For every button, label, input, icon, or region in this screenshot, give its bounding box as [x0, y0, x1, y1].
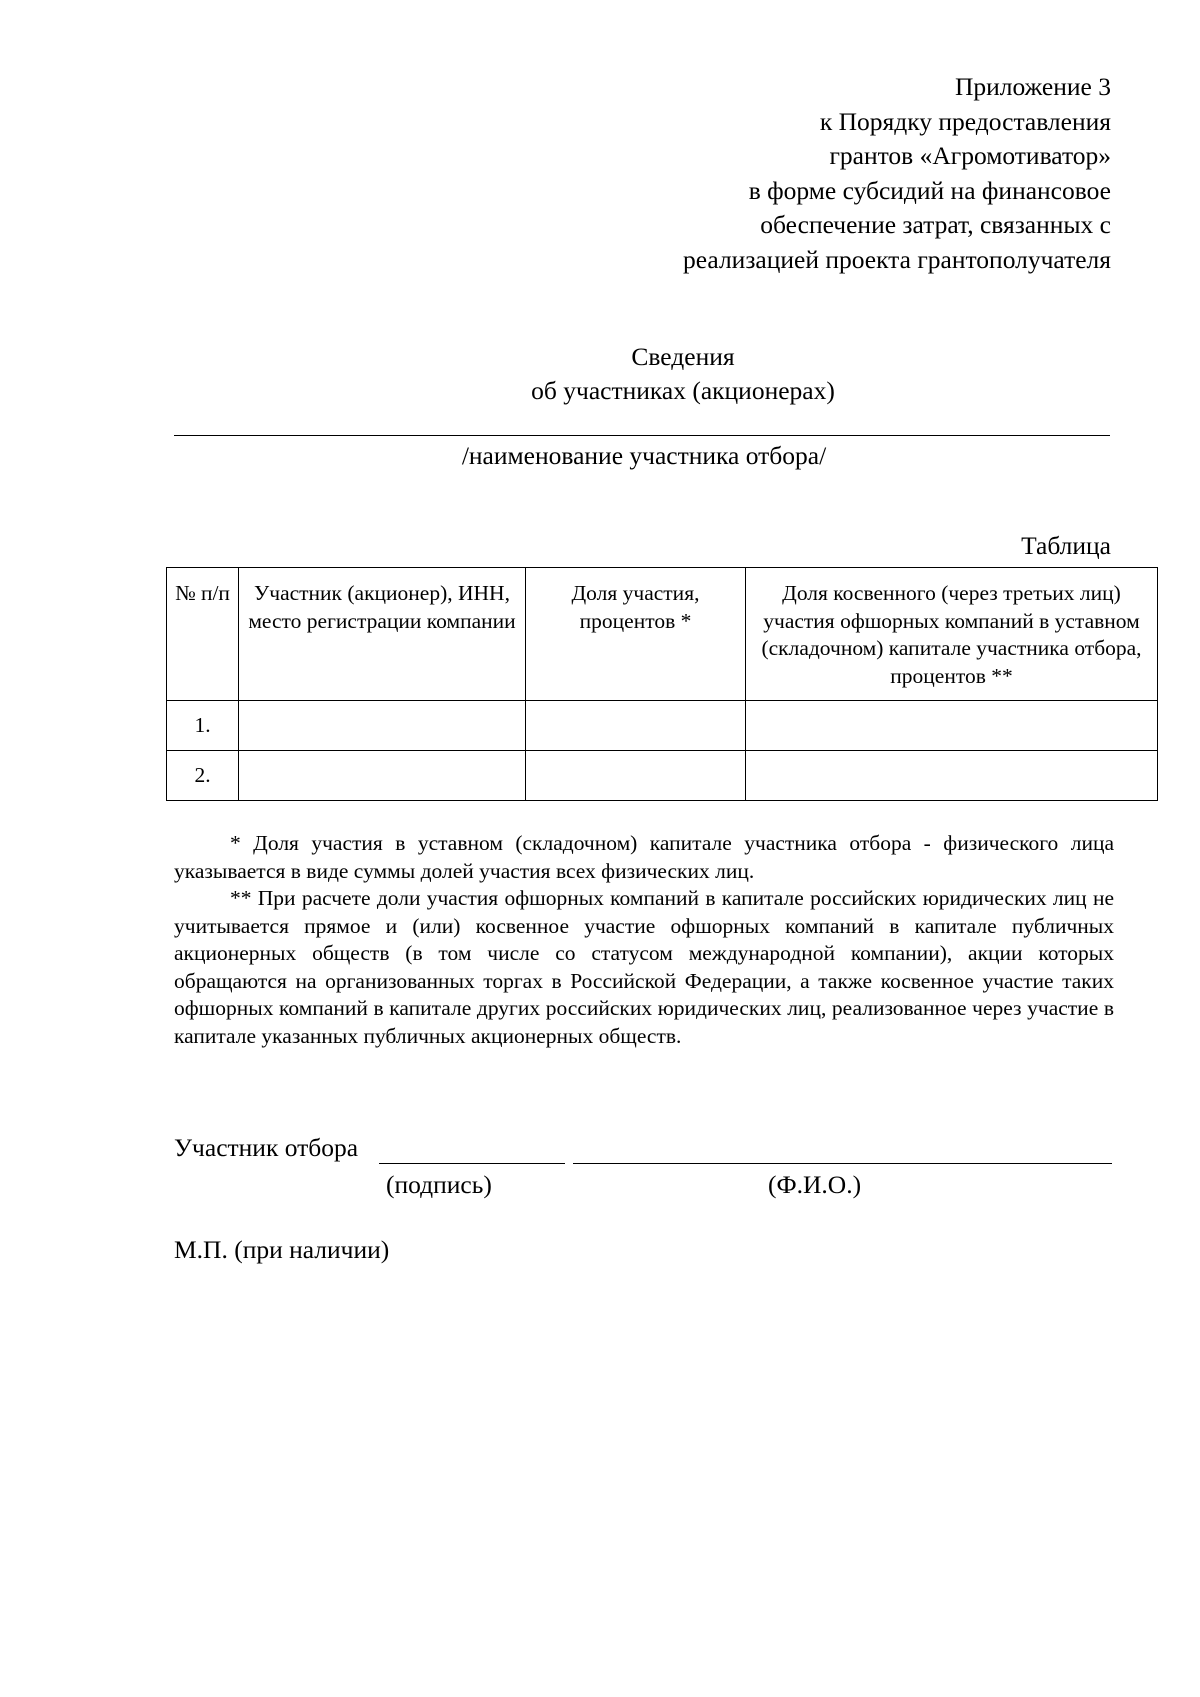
participant-cell	[239, 701, 526, 751]
table-row	[167, 701, 1158, 751]
header-participant: Участник (акционер), ИНН, место регистрации компании	[239, 568, 526, 701]
full-name-caption: (Ф.И.О.)	[768, 1170, 862, 1199]
table-header-row	[167, 568, 1158, 701]
document-title: Сведения	[631, 342, 735, 371]
stamp-place: М.П. (при наличии)	[174, 1235, 390, 1264]
offshore-share-cell	[746, 701, 1158, 751]
footnote-1: * Доля участия в уставном (складочном) капитале участника отбора - физического лица указывается в виде суммы долей участия всех физических лиц.	[174, 831, 1114, 883]
header-number: № п/п	[167, 568, 239, 701]
appendix-header	[551, 70, 1111, 277]
header-offshore-share: Доля косвенного (через третьих лиц) участия офшорных компаний в уставном (складочном) капитале участника отбора, процентов **	[746, 568, 1158, 701]
table-row	[167, 751, 1158, 801]
header-share: Доля участия, процентов *	[526, 568, 746, 701]
offshore-share-cell	[746, 751, 1158, 801]
row-number: 1.	[167, 701, 239, 751]
footnote-2: ** При расчете доли участия офшорных компаний в капитале российских юридических лиц не учитывается прямое и (или) косвенное участие офшорных компаний в капитале публичных акционерных обществ (в том числе со статусом международной компании), акции которых обращаются на организованных торгах в Российской Федерации, а также косвенное участие таких офшорных компаний в капитале других российских юридических лиц, реализованное через участие в капитале указанных публичных акционерных обществ.	[174, 886, 1114, 1048]
participant-name-line	[174, 435, 1110, 436]
footnotes	[174, 830, 1114, 1050]
signature-line	[379, 1163, 565, 1164]
appendix-line: к Порядку предоставления	[819, 106, 1111, 136]
participant-cell	[239, 751, 526, 801]
appendix-line: Приложение 3	[955, 72, 1111, 101]
signature-label: Участник отбора	[174, 1133, 359, 1162]
share-cell	[526, 751, 746, 801]
full-name-line	[573, 1163, 1112, 1164]
signature-caption: (подпись)	[386, 1170, 492, 1199]
appendix-line: грантов «Агромотиватор»	[829, 141, 1111, 170]
appendix-line: обеспечение затрат, связанных с	[760, 210, 1111, 239]
share-cell	[526, 701, 746, 751]
appendix-line: реализацией проекта грантополучателя	[683, 244, 1111, 274]
row-number: 2.	[167, 751, 239, 801]
participant-name-caption: /наименование участника отбора/	[461, 441, 827, 470]
shareholders-table	[166, 567, 1158, 801]
table-label: Таблица	[1021, 531, 1111, 560]
appendix-line: в форме субсидий на финансовое	[748, 175, 1111, 205]
document-subtitle: об участниках (акционерах)	[531, 376, 835, 405]
